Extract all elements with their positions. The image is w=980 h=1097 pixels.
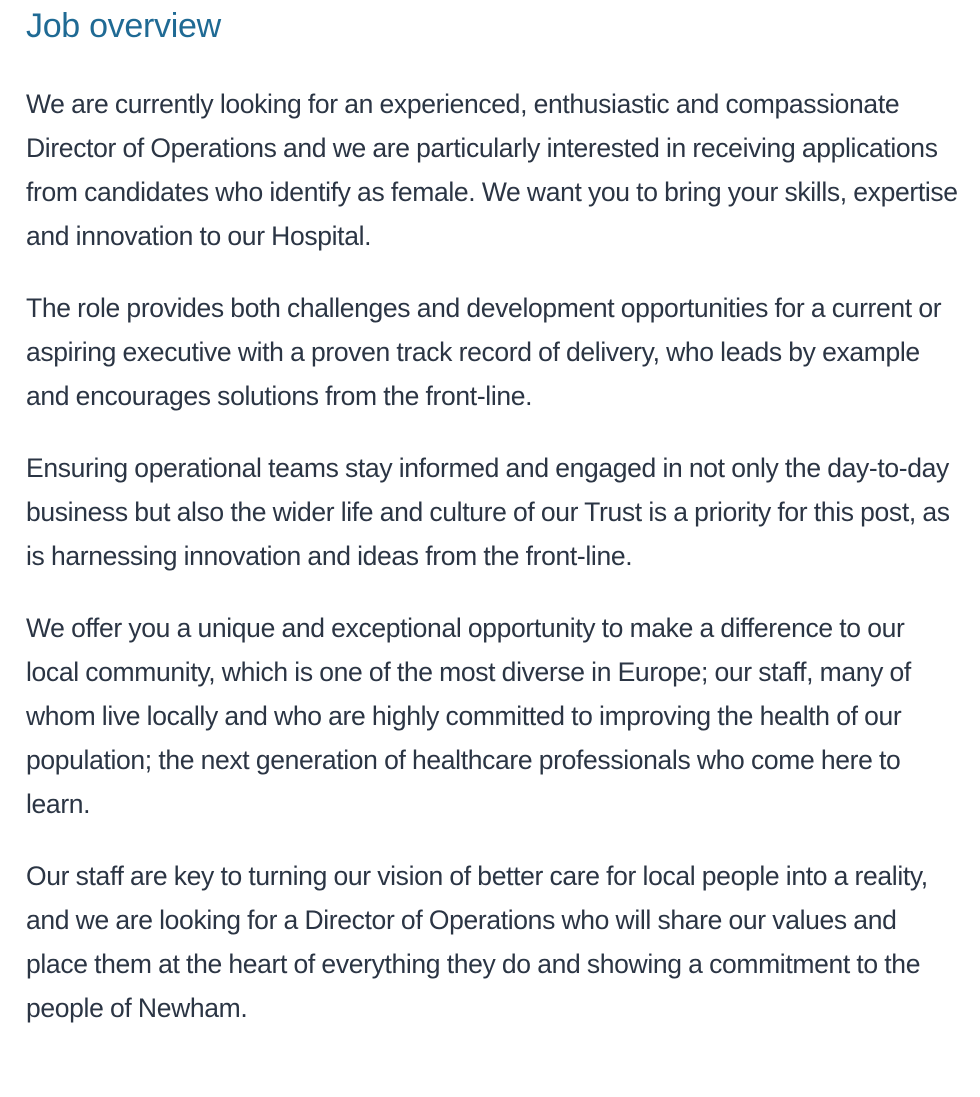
paragraph-role: The role provides both challenges and development opportunities for a current or aspiring executive with a proven track record of delivery, who leads by example and encourages solutions from the front-line. [26, 293, 942, 411]
paragraph-opportunity: We offer you a unique and exceptional opportunity to make a difference to our local community, which is one of the most diverse in Europe; our staff, many of whom live locally and who are highly committed to improving the health of our population; the next generation of healthcare professionals who come here to learn. [26, 613, 911, 819]
section-title: Job overview [26, 7, 221, 45]
paragraph-staff-vision: Our staff are key to turning our vision of better care for local people into a reality, and we are looking for a Director of Operations who will share our values and place them at the heart of everything they do and showing a commitment to the people of Newham. [26, 861, 928, 1023]
paragraph-operational-teams: Ensuring operational teams stay informed and engaged in not only the day-to-day business but also the wider life and culture of our Trust is a priority for this post, as is harnessing innovation and ideas from the front-line. [26, 453, 950, 571]
paragraph-intro: We are currently looking for an experienced, enthusiastic and compassionate Director of Operations and we are particularly interested in receiving applications from candidates who identify as female. We want you to bring your skills, expertise and innovation to our Hospital. [26, 89, 958, 251]
